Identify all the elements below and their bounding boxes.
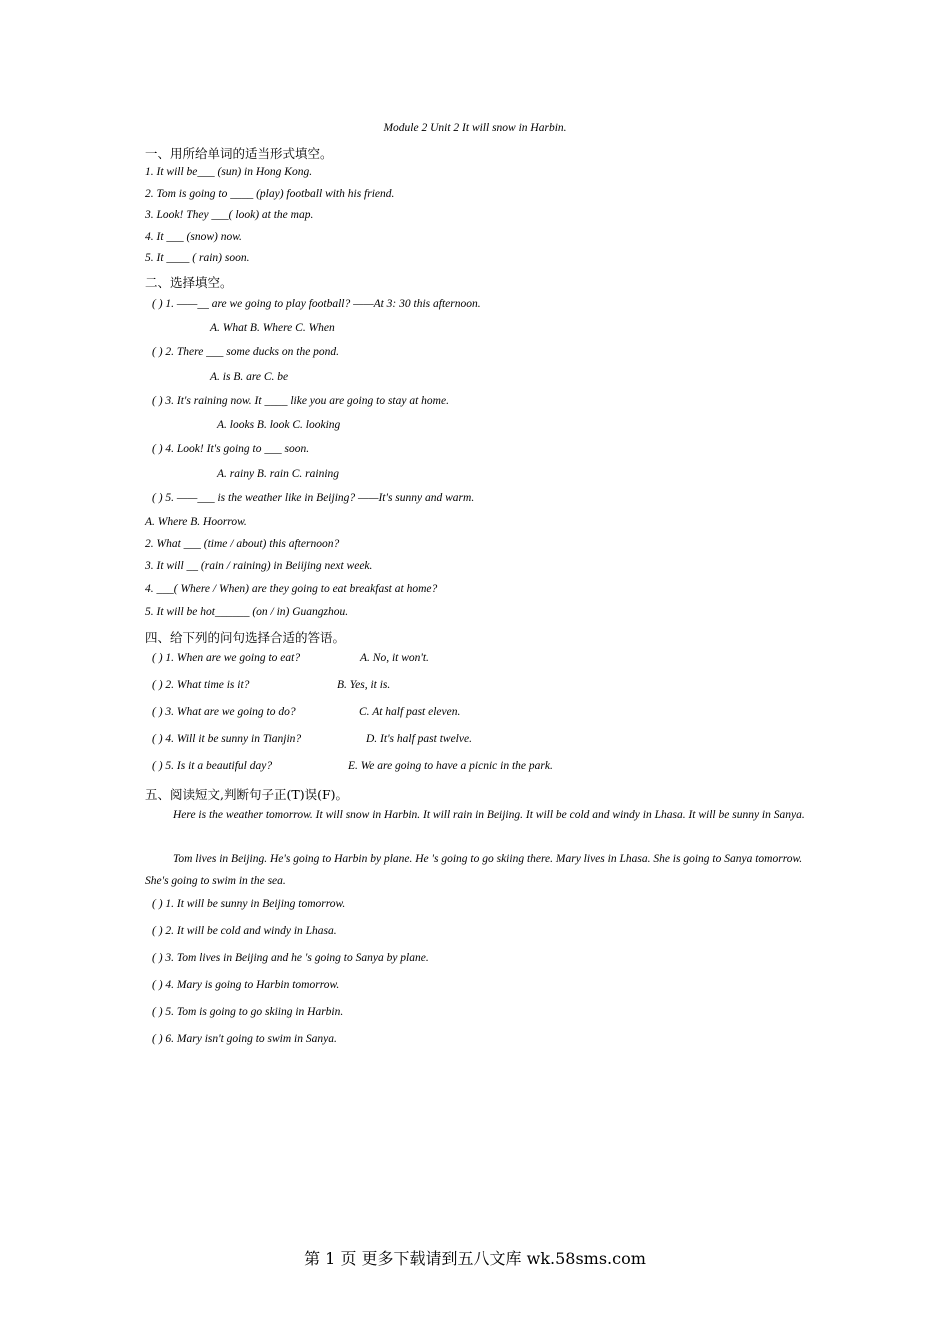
section4-answer: D. It's half past twelve. xyxy=(366,733,472,745)
reading-paragraph: Tom lives in Beijing. He's going to Harbin by plane. He 's going to go skiing there. Mary lives in Lhasa. She is going to Sanya tomorrow. She's going to swim in the sea. xyxy=(145,853,803,887)
section4-question: ( ) 2. What time is it? xyxy=(152,679,250,691)
section1-item: 3. Look! They ___( look) at the map. xyxy=(145,209,314,221)
section2-question: ( ) 2. There ___ some ducks on the pond. xyxy=(152,346,340,358)
section1-item: 2. Tom is going to ____ (play) football with his friend. xyxy=(145,188,395,200)
section2-question: ( ) 1. ——__ are we going to play football? ——At 3: 30 this afternoon. xyxy=(152,298,481,310)
section2-options: A. looks B. look C. looking xyxy=(217,419,341,431)
section4-question: ( ) 1. When are we going to eat? xyxy=(152,652,301,664)
section1-item: 4. It ___ (snow) now. xyxy=(145,231,242,243)
section5-statement: ( ) 4. Mary is going to Harbin tomorrow. xyxy=(152,979,340,991)
section2-options: A. rainy B. rain C. raining xyxy=(217,468,340,480)
section4-heading: 四、给下列的问句选择合适的答语。 xyxy=(145,630,346,645)
reading-paragraph: Here is the weather tomorrow. It will snow in Harbin. It will rain in Beijing. It will be cold and windy in Lhasa. It will be sunny in Sanya. xyxy=(173,809,805,821)
section4-answer: B. Yes, it is. xyxy=(337,679,391,691)
section2-question: ( ) 3. It's raining now. It ____ like you are going to stay at home. xyxy=(152,395,449,407)
section2-options: A. is B. are C. be xyxy=(210,371,289,383)
section2-tail-line: 4. ___( Where / When) are they going to eat breakfast at home? xyxy=(145,583,438,595)
section5-statement: ( ) 3. Tom lives in Beijing and he 's going to Sanya by plane. xyxy=(152,952,429,964)
section5-statement: ( ) 2. It will be cold and windy in Lhasa. xyxy=(152,925,337,937)
section4-answer: E. We are going to have a picnic in the park. xyxy=(348,760,553,772)
section5-statement: ( ) 6. Mary isn't going to swim in Sanya. xyxy=(152,1033,337,1045)
section1-heading: 一、用所给单词的适当形式填空。 xyxy=(145,146,333,161)
section4-question: ( ) 4. Will it be sunny in Tianjin? xyxy=(152,733,302,745)
section5-statement: ( ) 1. It will be sunny in Beijing tomorrow. xyxy=(152,898,346,910)
section2-heading: 二、选择填空。 xyxy=(145,275,233,290)
section2-tail-line: 5. It will be hot______ (on / in) Guangzhou. xyxy=(145,606,349,618)
section4-question: ( ) 5. Is it a beautiful day? xyxy=(152,760,273,772)
page-footer: 第 1 页 更多下载请到五八文库 wk.58sms.com xyxy=(304,1249,646,1268)
section5-heading: 五、阅读短文,判断句子正(T)误(F)。 xyxy=(145,787,348,802)
section4-question: ( ) 3. What are we going to do? xyxy=(152,706,296,718)
section2-question: ( ) 4. Look! It's going to ___ soon. xyxy=(152,443,310,455)
section2-options: A. What B. Where C. When xyxy=(210,322,335,334)
section2-question: ( ) 5. ——___ is the weather like in Beijing? ——It's sunny and warm. xyxy=(152,492,475,504)
section2-tail-line: A. Where B. Hoorrow. xyxy=(145,516,247,528)
page-title: Module 2 Unit 2 It will snow in Harbin. xyxy=(383,122,567,134)
section1-item: 5. It ____ ( rain) soon. xyxy=(145,252,250,264)
section5-statement: ( ) 5. Tom is going to go skiing in Harbin. xyxy=(152,1006,344,1018)
section2-tail-line: 3. It will __ (rain / raining) in Beiijing next week. xyxy=(145,560,373,572)
section4-answer: A. No, it won't. xyxy=(360,652,429,664)
section2-tail-line: 2. What ___ (time / about) this afternoon? xyxy=(145,538,340,550)
section4-answer: C. At half past eleven. xyxy=(359,706,461,718)
section1-item: 1. It will be___ (sun) in Hong Kong. xyxy=(145,166,313,178)
